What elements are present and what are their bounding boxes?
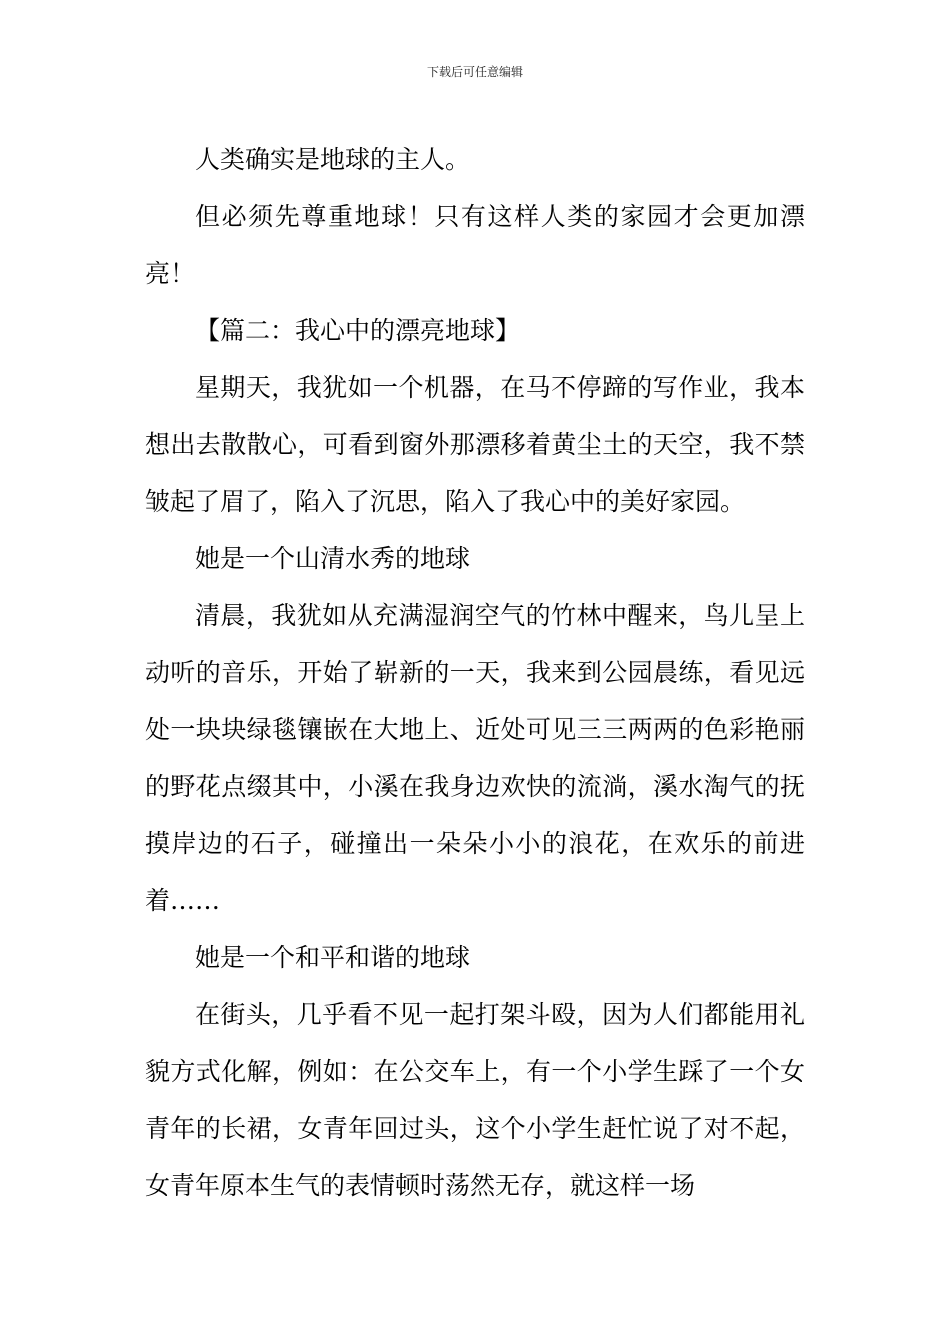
paragraph-5: 在街头，几乎看不见一起打架斗殴，因为人们都能用礼貌方式化解，例如：在公交车上，有一个小学生踩了一个女青年的长裙，女青年回过头，这个小学生赶忙说了对不起，女青年原本生气的表情顿时荡然无存，就这样一场 bbox=[145, 1000, 805, 1200]
document-body bbox=[145, 131, 805, 1214]
paragraph-2: 但必须先尊重地球！只有这样人类的家园才会更加漂亮！ bbox=[145, 202, 805, 288]
subheading-1: 她是一个山清水秀的地球 bbox=[195, 544, 471, 573]
section-title: 【篇二：我心中的漂亮地球】 bbox=[195, 316, 521, 345]
subheading-2: 她是一个和平和谐的地球 bbox=[195, 943, 471, 972]
page-header: 下载后可任意编辑 bbox=[426, 65, 523, 79]
paragraph-1: 人类确实是地球的主人。 bbox=[195, 145, 471, 174]
paragraph-3: 星期天，我犹如一个机器，在马不停蹄的写作业，我本想出去散散心，可看到窗外那漂移着黄尘土的天空，我不禁皱起了眉了，陷入了沉思，陷入了我心中的美好家园。 bbox=[145, 373, 805, 516]
paragraph-4: 清晨，我犹如从充满湿润空气的竹林中醒来，鸟儿呈上动听的音乐，开始了崭新的一天，我来到公园晨练，看见远处一块块绿毯镶嵌在大地上、近处可见三三两两的色彩艳丽的野花点缀其中，小溪在我身边欢快的流淌，溪水淘气的抚摸岸边的石子，碰撞出一朵朵小小的浪花，在欢乐的前进着…… bbox=[145, 601, 805, 915]
